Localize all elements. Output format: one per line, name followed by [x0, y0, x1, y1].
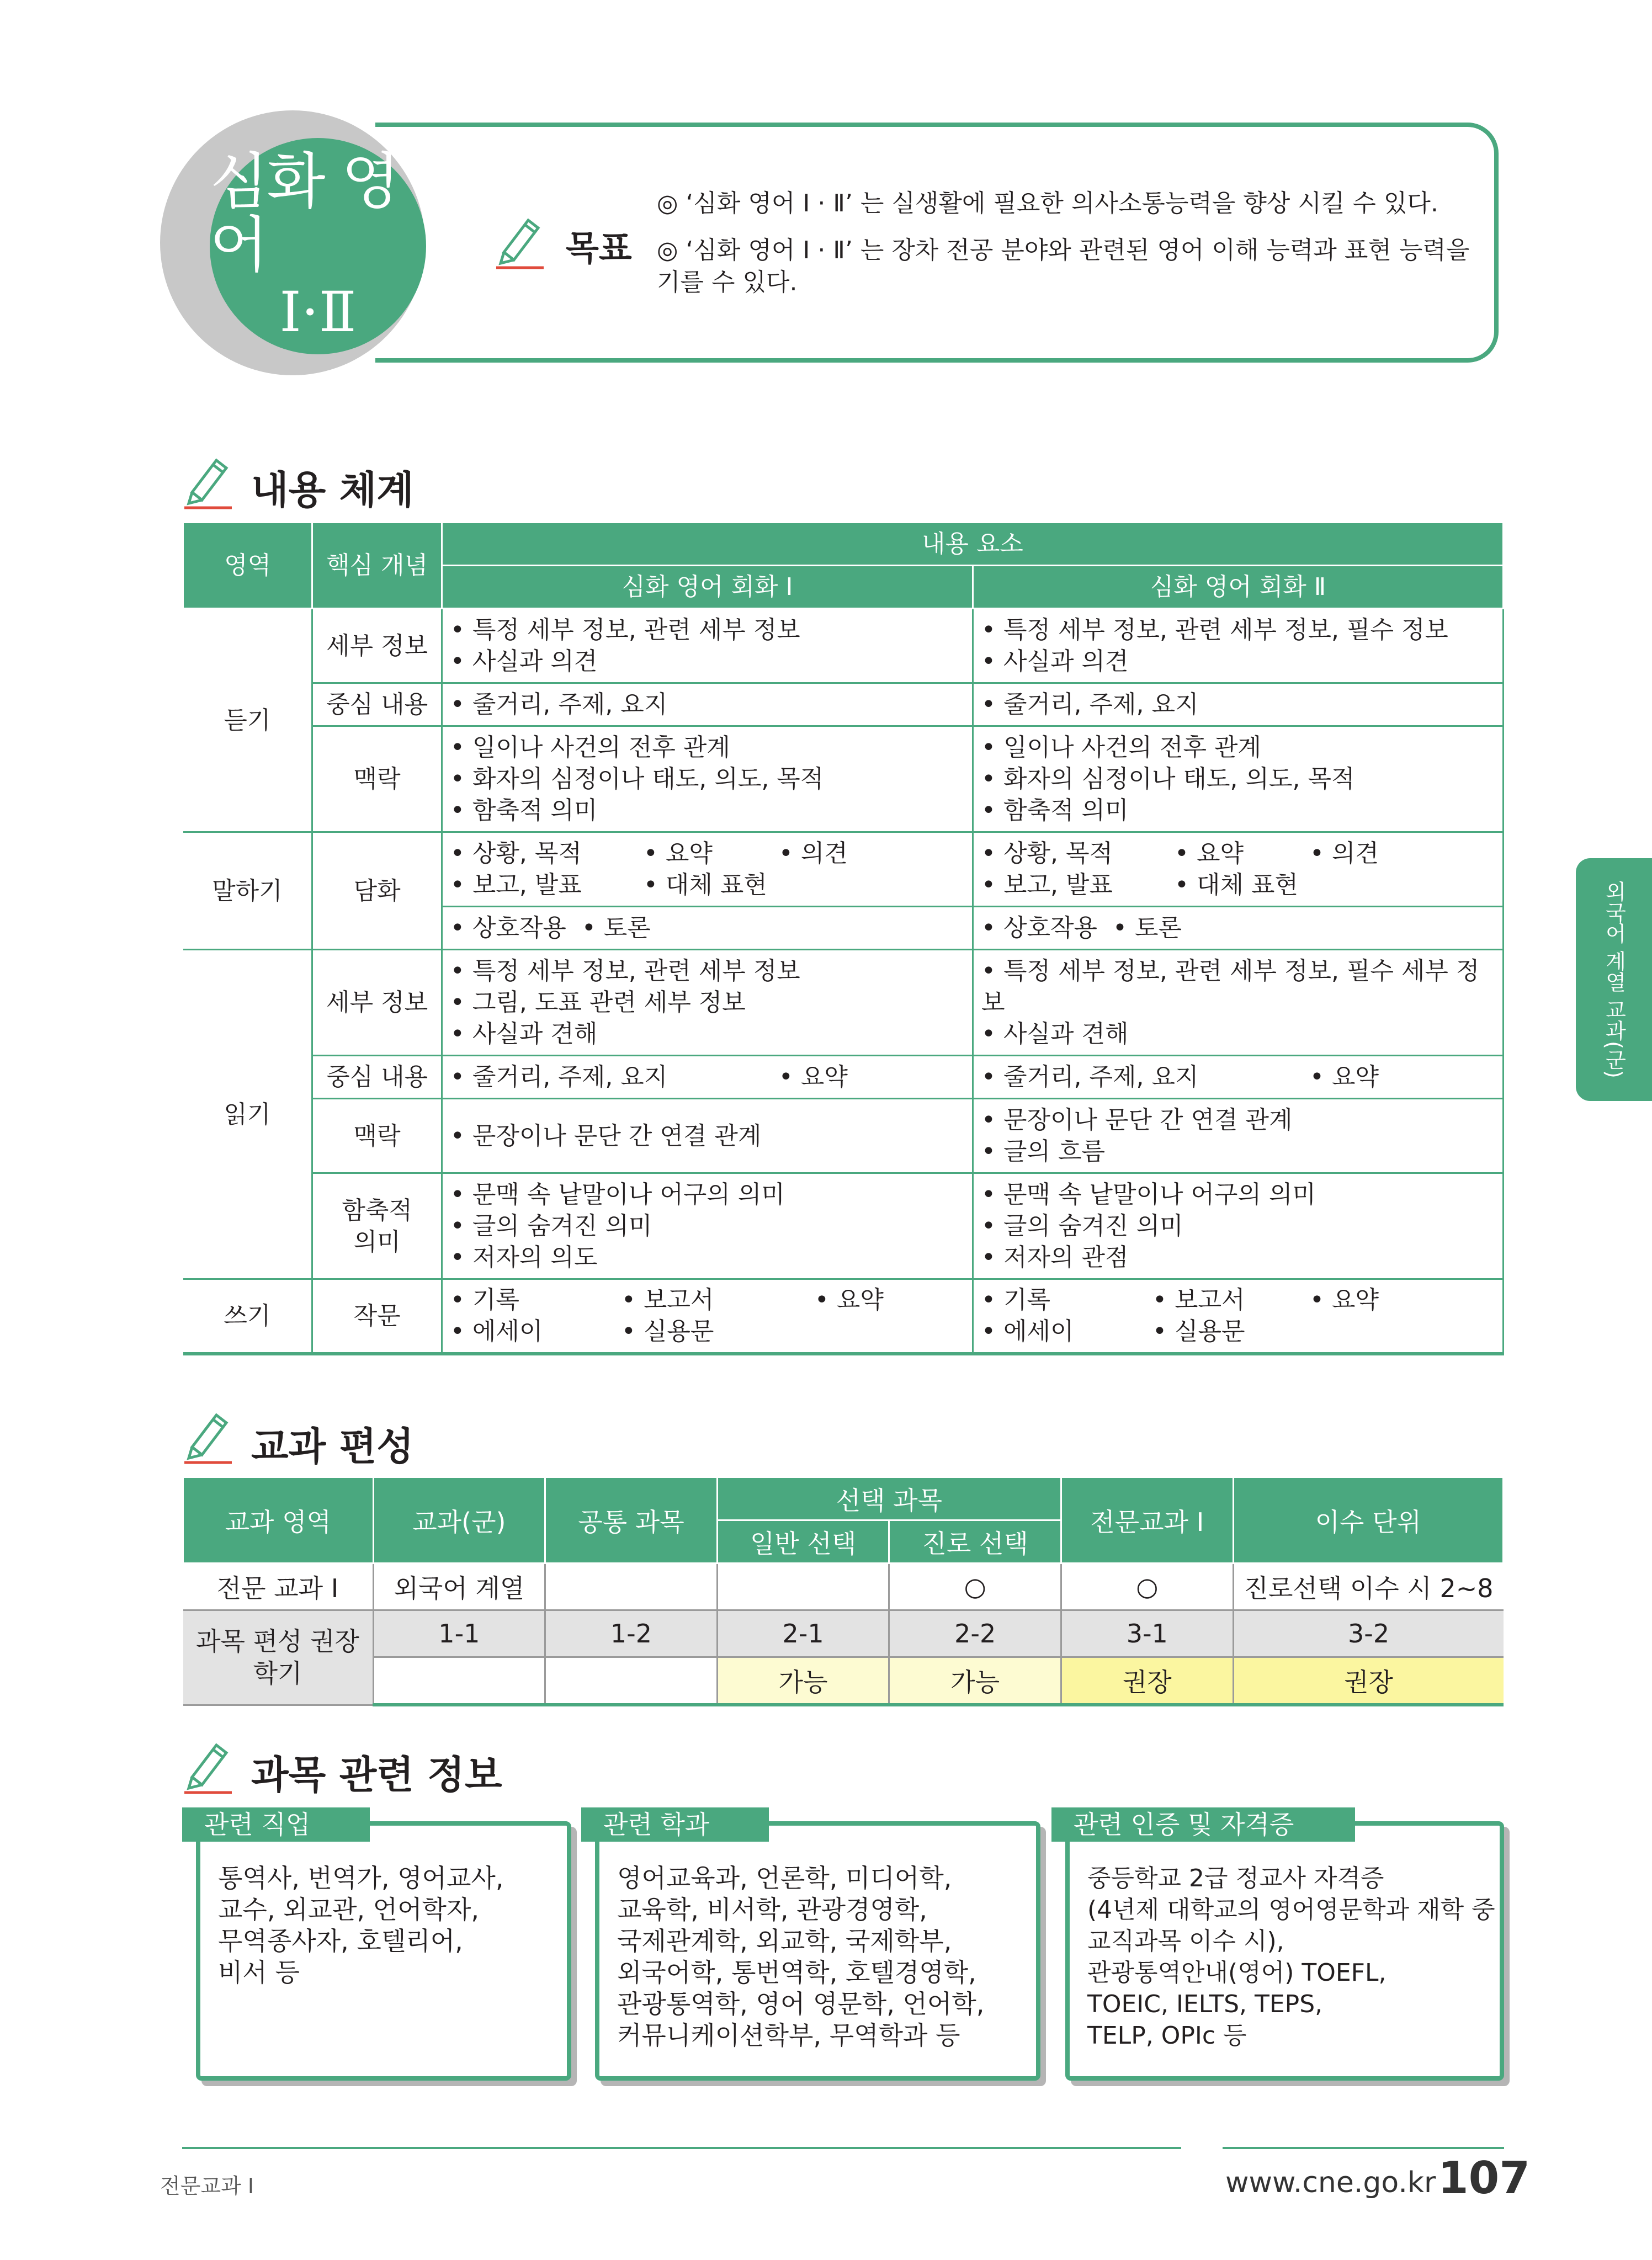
- content-cell: • 상호작용 • 토론: [442, 907, 973, 950]
- cell-common: [545, 1564, 718, 1610]
- list-item: • 함축적 의미: [981, 795, 1495, 826]
- list-item: • 화자의 심정이나 태도, 의도, 목적: [450, 763, 964, 795]
- header-group: 교과(군): [373, 1477, 545, 1564]
- text-line: 관광통역학, 영어 영문학, 언어학,: [617, 1989, 985, 2019]
- content-system-heading: 내용 체계: [251, 467, 414, 513]
- cell-status: 권장: [1233, 1657, 1503, 1705]
- content-cell: [973, 1173, 1504, 1279]
- list-item: • 보고, 발표: [981, 871, 1113, 899]
- list-item: • 일이나 사건의 전후 관계: [981, 732, 1495, 763]
- list-item: • 사실과 의견: [450, 646, 964, 677]
- cell-semester: 3-2: [1233, 1610, 1503, 1657]
- header-elective: 선택 과목: [717, 1477, 1061, 1520]
- list-item: • 요약: [814, 1286, 884, 1315]
- text-line: 통역사, 번역가, 영어교사,: [218, 1863, 504, 1893]
- list-item: • 특정 세부 정보, 관련 세부 정보, 필수 정보: [981, 614, 1495, 646]
- cell-status: 권장: [1061, 1657, 1233, 1705]
- content-cell: [973, 950, 1504, 1056]
- header-area: 영역: [183, 523, 312, 609]
- related-certs-title: 관련 인증 및 자격증: [1051, 1807, 1355, 1842]
- list-item: • 줄거리, 주제, 요지: [981, 1063, 1199, 1091]
- list-item: • 의견: [778, 839, 848, 868]
- list-item: 상호작용: [472, 914, 566, 942]
- list-item: • 요약: [1310, 1063, 1379, 1091]
- content-cell: [973, 683, 1504, 726]
- text-line: 외국어학, 통번역학, 호텔경영학,: [617, 1958, 976, 1987]
- pencil-icon: [182, 453, 235, 511]
- content-system-table: [182, 522, 1504, 1355]
- footer-rule: [182, 2147, 1181, 2149]
- text-line: 관광통역안내(영어) TOEFL,: [1087, 1959, 1387, 1987]
- content-cell: [442, 950, 973, 1056]
- goal-item-1: ◎ ‘심화 영어 Ⅰ · Ⅱ’ 는 실생활에 필요한 의사소통능력을 향상 시킬 수 있다.: [657, 189, 1438, 217]
- related-jobs-title: 관련 직업: [182, 1807, 370, 1842]
- header-common: 공통 과목: [545, 1477, 718, 1564]
- text-line: 교육학, 비서학, 관광경영학,: [617, 1895, 927, 1924]
- list-item: • 문맥 속 낱말이나 어구의 의미: [981, 1179, 1495, 1210]
- text-line: 영어교육과, 언론학, 미디어학,: [617, 1863, 952, 1893]
- list-item: • 사실과 견해: [981, 1018, 1495, 1050]
- core-cell: 함축적 의미: [312, 1173, 442, 1279]
- list-item: • 대체 표현: [1175, 871, 1299, 899]
- list-item: • 문맥 속 낱말이나 어구의 의미: [450, 1179, 964, 1210]
- list-item: • 그림, 도표 관련 세부 정보: [450, 987, 964, 1018]
- list-item: • 요약: [1310, 1286, 1379, 1315]
- cell-semester: 3-1: [1061, 1610, 1233, 1657]
- text-line: 커뮤니케이션학부, 무역학과 등: [617, 2020, 960, 2050]
- core-cell: 맥락: [312, 1099, 442, 1173]
- content-cell: [442, 726, 973, 832]
- related-info-heading: 과목 관련 정보: [251, 1752, 502, 1798]
- header-course-1: 심화 영어 회화 Ⅰ: [442, 566, 973, 609]
- text-line: 국제관계학, 외교학, 국제학부,: [617, 1926, 952, 1956]
- header-units: 이수 단위: [1233, 1477, 1503, 1564]
- list-item: 토론: [1134, 914, 1182, 942]
- list-item: • 일이나 사건의 전후 관계: [450, 732, 964, 763]
- pencil-icon: [182, 1407, 235, 1465]
- cell-units: 진로선택 이수 시 2~8: [1233, 1564, 1503, 1610]
- content-cell: [973, 1056, 1504, 1099]
- header-general: 일반 선택: [717, 1520, 889, 1564]
- list-item: • 의견: [1310, 839, 1379, 868]
- cell-general: [717, 1564, 889, 1610]
- list-item: • 실용문: [621, 1317, 714, 1346]
- cell-status: 가능: [717, 1657, 889, 1705]
- cell-career: ○: [889, 1564, 1061, 1610]
- content-cell: • 상호작용 • 토론: [973, 907, 1504, 950]
- core-cell: 중심 내용: [312, 1056, 442, 1099]
- list-item: • 보고서: [621, 1286, 714, 1315]
- cell-semester: 2-1: [717, 1610, 889, 1657]
- area-speaking: 말하기: [183, 832, 312, 950]
- list-item: • 글의 숨겨진 의미: [450, 1210, 964, 1242]
- side-section-tab[interactable]: 외국어 계열 교과(군): [1576, 858, 1652, 1101]
- content-cell: [442, 1173, 973, 1279]
- header-career: 진로 선택: [889, 1520, 1061, 1564]
- core-cell: 담화: [312, 832, 442, 950]
- header-special: 전문교과 Ⅰ: [1061, 1477, 1233, 1564]
- list-item: • 사실과 의견: [981, 646, 1495, 677]
- list-item: • 줄거리, 주제, 요지: [981, 689, 1495, 720]
- header-course-2: 심화 영어 회화 Ⅱ: [973, 566, 1504, 609]
- content-cell: [442, 683, 973, 726]
- list-item: • 특정 세부 정보, 관련 세부 정보: [450, 955, 964, 987]
- text-line: 교수, 외교관, 언어학자,: [218, 1895, 480, 1924]
- text-line: 비서 등: [218, 1958, 300, 1987]
- cell-group: 외국어 계열: [373, 1564, 545, 1610]
- list-item: • 보고, 발표: [450, 871, 582, 899]
- list-item: • 줄거리, 주제, 요지: [450, 1063, 668, 1091]
- list-item: • 줄거리, 주제, 요지: [450, 689, 964, 720]
- cell-area: 전문 교과 Ⅰ: [183, 1564, 374, 1610]
- list-item: • 실용문: [1152, 1317, 1245, 1346]
- text-line: 교직과목 이수 시),: [1087, 1927, 1284, 1955]
- content-cell: [442, 609, 973, 683]
- header-core: 핵심 개념: [312, 523, 442, 609]
- list-item: • 요약: [643, 839, 713, 868]
- list-item: • 기록: [450, 1286, 519, 1315]
- content-cell: [973, 609, 1504, 683]
- content-cell: [442, 832, 973, 907]
- content-cell: [973, 1099, 1504, 1173]
- text-line: (4년제 대학교의 영어영문학과 재학 중: [1087, 1896, 1495, 1924]
- list-item: • 상황, 목적: [981, 839, 1113, 868]
- list-item: • 특정 세부 정보, 관련 세부 정보: [450, 614, 964, 646]
- list-item: • 요약: [778, 1063, 848, 1091]
- footer-rule: [1223, 2147, 1504, 2149]
- text-line: TELP, OPIc 등: [1087, 2022, 1247, 2050]
- list-item: • 에세이: [450, 1317, 543, 1346]
- list-item: • 글의 숨겨진 의미: [981, 1210, 1495, 1242]
- curriculum-table: [182, 1476, 1504, 1706]
- cell-semester: 2-2: [889, 1610, 1061, 1657]
- curriculum-heading: 교과 편성: [251, 1424, 414, 1469]
- list-item: • 함축적 의미: [450, 795, 964, 826]
- header-elements: 내용 요소: [442, 523, 1503, 566]
- list-item: • 에세이: [981, 1317, 1074, 1346]
- core-cell: 작문: [312, 1279, 442, 1354]
- list-item: • 상황, 목적: [450, 839, 582, 868]
- content-cell: [442, 1099, 973, 1173]
- content-cell: [442, 1056, 973, 1099]
- content-cell: [973, 1279, 1504, 1354]
- text-line: 중등학교 2급 정교사 자격증: [1087, 1864, 1384, 1892]
- list-item: • 저자의 관점: [981, 1242, 1495, 1273]
- list-item: • 문장이나 문단 간 연결 관계: [981, 1104, 1495, 1136]
- list-item: • 보고서: [1152, 1286, 1245, 1315]
- subject-title: 심화 영어: [210, 146, 399, 280]
- list-item: • 저자의 의도: [450, 1242, 964, 1273]
- list-item: • 대체 표현: [643, 871, 767, 899]
- header-subject-area: 교과 영역: [183, 1477, 374, 1564]
- cell-status: [545, 1657, 718, 1705]
- list-item: 상호작용: [1003, 914, 1098, 942]
- list-item: • 사실과 견해: [450, 1018, 964, 1050]
- core-cell: 세부 정보: [312, 609, 442, 683]
- list-item: • 문장이나 문단 간 연결 관계: [450, 1120, 964, 1152]
- related-majors-text: [617, 1863, 984, 2051]
- footer-url[interactable]: www.cne.go.kr: [1225, 2166, 1436, 2199]
- cell-status: 가능: [889, 1657, 1061, 1705]
- goal-label: 목표: [566, 228, 632, 268]
- subject-badge: [210, 138, 426, 354]
- list-item: 토론: [603, 914, 651, 942]
- pencil-icon: [494, 212, 546, 270]
- core-cell: 중심 내용: [312, 683, 442, 726]
- related-jobs-text: [218, 1863, 503, 1988]
- related-certs-text: [1087, 1863, 1495, 2051]
- cell-status: [373, 1657, 545, 1705]
- list-item: • 요약: [1175, 839, 1244, 868]
- cell-semester-label: 과목 편성 권장 학기: [183, 1610, 374, 1705]
- area-reading: 읽기: [183, 950, 312, 1279]
- cell-special: ○: [1061, 1564, 1233, 1610]
- list-item: • 화자의 심정이나 태도, 의도, 목적: [981, 763, 1495, 795]
- text-line: 무역종사자, 호텔리어,: [218, 1926, 463, 1956]
- page-number: 107: [1438, 2152, 1530, 2204]
- list-item: • 기록: [981, 1286, 1051, 1315]
- content-cell: [442, 1279, 973, 1354]
- cell-semester: 1-2: [545, 1610, 718, 1657]
- subject-numeral: Ⅰ·Ⅱ: [279, 279, 357, 344]
- core-cell: 세부 정보: [312, 950, 442, 1056]
- list-item: • 특정 세부 정보, 관련 세부 정보, 필수 세부 정보: [981, 955, 1495, 1018]
- area-listening: 듣기: [183, 609, 312, 832]
- content-cell: [973, 726, 1504, 832]
- pencil-icon: [182, 1737, 235, 1795]
- related-majors-title: 관련 학과: [581, 1807, 769, 1842]
- area-writing: 쓰기: [183, 1279, 312, 1354]
- goal-item-2: ◎ ‘심화 영어 Ⅰ · Ⅱ’ 는 장차 전공 분야와 관련된 영어 이해 능력과 표현 능력을 기를 수 있다.: [657, 236, 1470, 296]
- list-item: • 글의 흐름: [981, 1136, 1495, 1167]
- core-cell: 맥락: [312, 726, 442, 832]
- cell-semester: 1-1: [373, 1610, 545, 1657]
- footer-section: 전문교과 Ⅰ: [160, 2174, 254, 2198]
- text-line: TOEIC, IELTS, TEPS,: [1087, 1990, 1323, 2018]
- content-cell: [973, 832, 1504, 907]
